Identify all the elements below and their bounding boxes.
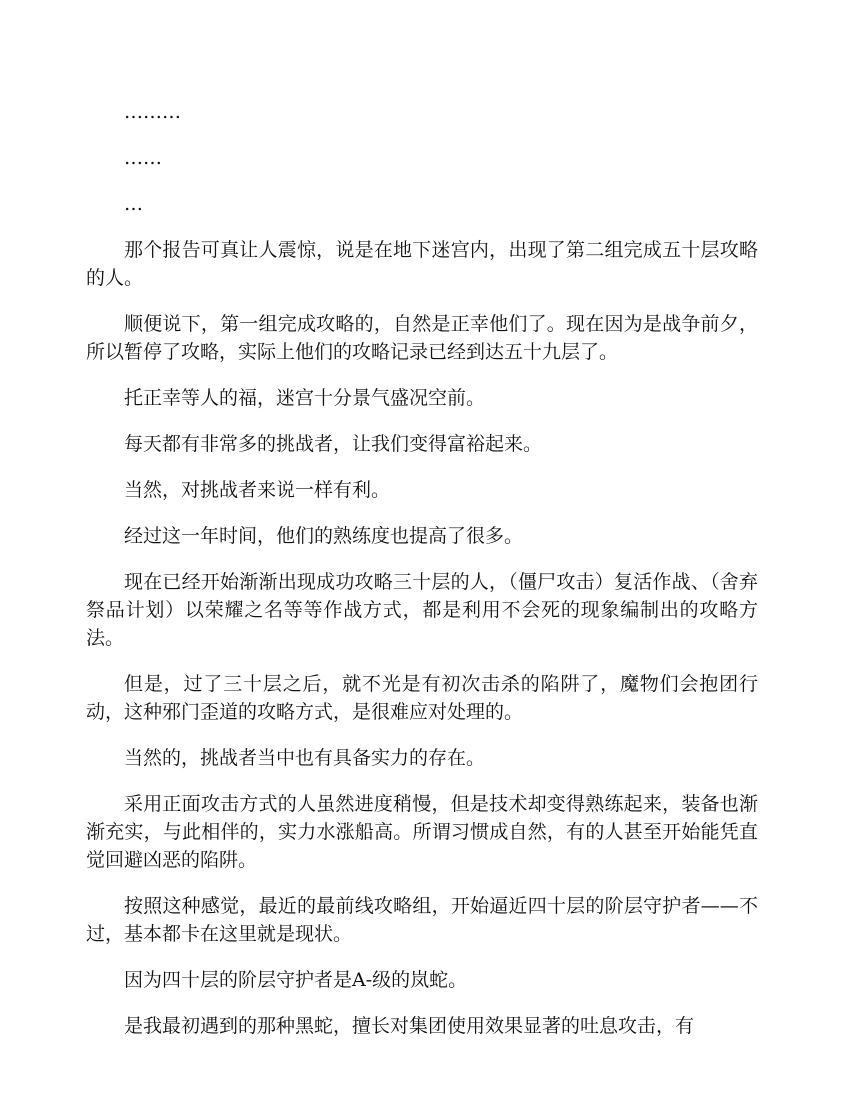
paragraph: 那个报告可真让人震惊，说是在地下迷宫内，出现了第二组完成五十层攻略的人。 bbox=[86, 239, 758, 289]
document-body bbox=[86, 98, 758, 1058]
paragraph: … bbox=[124, 193, 143, 215]
paragraph: 是我最初遇到的那种黑蛇，擅长对集团使用效果显著的吐息攻击，有 bbox=[124, 1015, 695, 1037]
paragraph: ……… bbox=[124, 101, 181, 123]
paragraph: 但是，过了三十层之后，就不光是有初次击杀的陷阱了，魔物们会抱团行动，这种邪门歪道的攻略方式，是很难应对处理的。 bbox=[86, 673, 758, 723]
paragraph: 当然的，挑战者当中也有具备实力的存在。 bbox=[124, 747, 486, 769]
paragraph: 顺便说下，第一组完成攻略的，自然是正幸他们了。现在因为是战争前夕，所以暂停了攻略，实际上他们的攻略记录已经到达五十九层了。 bbox=[86, 313, 758, 363]
paragraph: 因为四十层的阶层守护者是A-级的岚蛇。 bbox=[124, 969, 468, 991]
paragraph: …… bbox=[124, 147, 162, 169]
paragraph: 每天都有非常多的挑战者，让我们变得富裕起来。 bbox=[124, 433, 543, 455]
paragraph: 经过这一年时间，他们的熟练度也提高了很多。 bbox=[124, 525, 524, 547]
paragraph: 采用正面攻击方式的人虽然进度稍慢，但是技术却变得熟练起来，装备也渐渐充实，与此相伴的，实力水涨船高。所谓习惯成自然，有的人甚至开始能凭直觉回避凶恶的陷阱。 bbox=[86, 793, 758, 871]
paragraph: 现在已经开始渐渐出现成功攻略三十层的人，（僵尸攻击）复活作战、（舍弃祭品计划）以荣耀之名等等作战方式，都是利用不会死的现象编制出的攻略方法。 bbox=[86, 571, 758, 649]
paragraph: 托正幸等人的福，迷宫十分景气盛况空前。 bbox=[124, 387, 486, 409]
paragraph: 按照这种感觉，最近的最前线攻略组，开始逼近四十层的阶层守护者——不过，基本都卡在这里就是现状。 bbox=[86, 895, 758, 945]
paragraph: 当然，对挑战者来说一样有利。 bbox=[124, 479, 391, 501]
